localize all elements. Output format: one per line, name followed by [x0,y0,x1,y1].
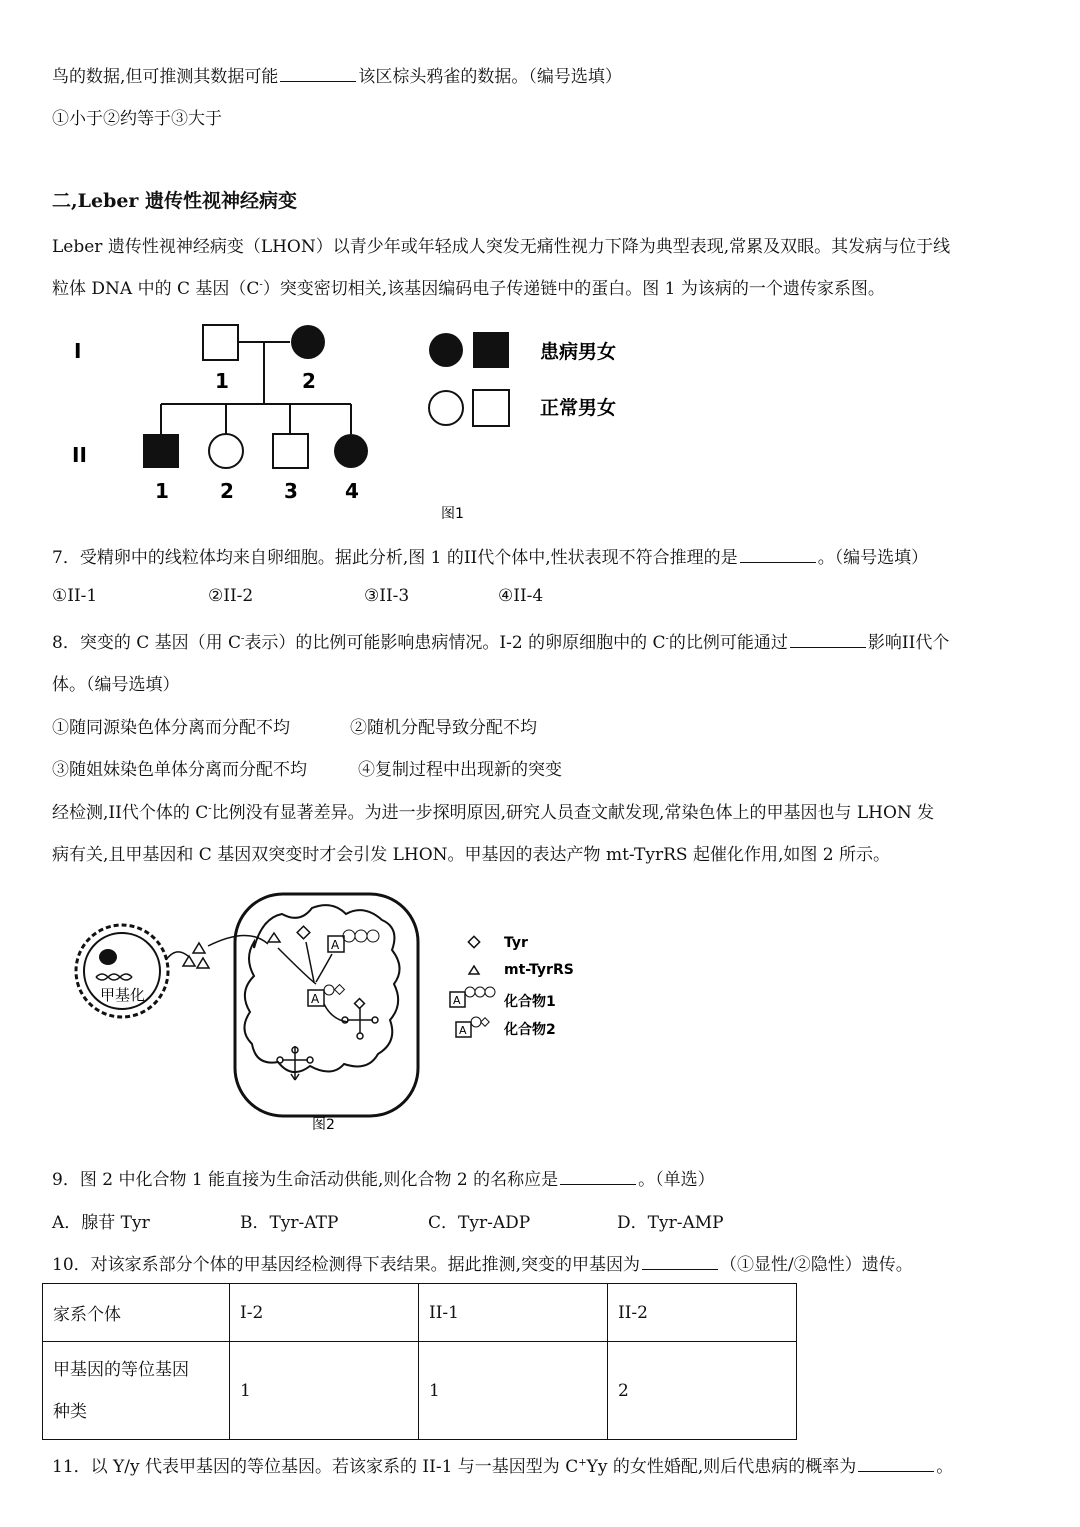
q8-stem-c: 的比例可能通过 [668,633,788,653]
para2-text-a: 粒体 DNA 中的 C 基因（C [52,279,260,299]
legend-affected-male-symbol [473,332,509,368]
export-arrow [166,952,188,960]
I-2-affected-female [291,325,325,359]
q10-stem [52,1250,913,1275]
tyr-diamond-icon [297,926,310,939]
allele-table [42,1283,797,1440]
pedigree-figure [60,318,680,528]
q8-stem-line-2: 体。（编号选填） [52,675,180,695]
q8-stem-a: 8．突变的 C 基因（用 C [52,633,242,653]
section-para-line-2 [52,274,885,299]
row-label-line-2: 种类 [53,1401,87,1422]
answer-blank[interactable] [280,80,356,82]
mitochondrion-inner-membrane [244,905,399,1072]
trna-clover-icon [342,999,378,1039]
row-label-line-1: 甲基因的等位基因 [53,1359,189,1380]
para3-line-2: 病有关,且甲基因和 C 基因双突变时才会引发 LHON。甲基因的表达产物 mt-TyrRS 起催化作用,如图 2 所示。 [52,845,890,865]
trna-clover-2-icon [277,1046,313,1080]
generation-I-label: I [74,339,82,363]
converge-arrow-3 [316,954,332,982]
q7-answer-blank[interactable] [740,561,816,563]
dna-helix-icon [96,974,132,980]
q8-sup-1: - [241,633,245,645]
nucleolus [99,949,117,965]
q9-option-b[interactable]: B．Tyr-ATP [240,1213,339,1233]
table-cell: 1 [419,1342,608,1440]
q7-option-1[interactable]: ①II-1 [52,586,98,606]
q8-stem-d: 影响II代个 [867,633,950,653]
intro-line-2: ①小于②约等于③大于 [52,109,222,129]
II-2-normal-female [209,434,243,468]
para2-sup: - [259,279,263,291]
para3-sup: - [208,803,212,815]
II-1-affected-male [143,434,179,468]
legend-compound1-label: 化合物1 [504,994,556,1010]
I-2-number: 2 [302,369,316,393]
figure1-caption: 图1 [441,506,464,522]
section-para-line-1: Leber 遗传性视神经病变（LHON）以青少年或年轻成人突发无痛性视力下降为典型表现,常累及双眼。其发病与位于线 [52,237,951,257]
para3-text-a: 经检测,II代个体的 C [52,803,209,823]
q9-stem-b: 。（单选） [638,1170,715,1190]
II-3-normal-male [273,434,308,468]
II-4-number: 4 [345,479,359,503]
q11-stem-c: 。 [936,1457,954,1477]
nucleus-cell [76,925,168,1017]
q8-stem [52,628,949,653]
q7-stem [52,543,928,568]
q8-answer-blank[interactable] [790,646,866,648]
legend-tyr-label: Tyr [504,935,528,951]
q8-option-4[interactable]: ④复制过程中出现新的突变 [358,760,562,780]
table-header-cell: II-2 [608,1284,797,1342]
q7-stem-b: 。（编号选填） [817,548,929,568]
II-3-number: 3 [284,479,298,503]
legend-affected-label: 患病男女 [540,341,617,363]
q8-option-1[interactable]: ①随同源染色体分离而分配不均 [52,718,290,738]
q8-option-3[interactable]: ③随姐妹染色单体分离而分配不均 [52,760,307,780]
para2-text-b: ）突变密切相关,该基因编码电子传递链中的蛋白。图 1 为该病的一个遗传家系图。 [262,279,885,299]
I-1-normal-male [203,325,238,360]
intro-text-a: 鸟的数据,但可推测其数据可能 [52,67,279,87]
import-arrow [208,935,268,946]
q9-stem-a: 9．图 2 中化合物 1 能直接为生命活动供能,则化合物 2 的名称应是 [52,1170,559,1190]
q11-answer-blank[interactable] [858,1470,934,1472]
q7-option-2[interactable]: ②II-2 [208,586,254,606]
legend-normal-label: 正常男女 [540,397,617,419]
q10-stem-a: 10．对该家系部分个体的甲基因经检测得下表结果。据此推测,突变的甲基因为 [52,1255,641,1275]
legend-normal-male-symbol [473,390,509,426]
q7-option-3[interactable]: ③II-3 [364,586,410,606]
q9-stem [52,1165,715,1190]
q8-sup-2: - [665,633,669,645]
q10-stem-b: （①显性/②隐性）遗传。 [720,1255,913,1275]
q7-option-4[interactable]: ④II-4 [498,586,544,606]
table-header-cell: 家系个体 [43,1284,230,1342]
generation-II-label: II [72,443,87,467]
legend-tyr-icon [468,936,479,947]
table-cell: 2 [608,1342,797,1440]
q11-stem-b: Yy 的女性婚配,则后代患病的概率为 [586,1457,857,1477]
table-cell: 1 [230,1342,419,1440]
mitochondria-figure [66,888,626,1138]
q9-option-c[interactable]: C．Tyr-ADP [428,1213,531,1233]
q7-stem-a: 7．受精卵中的线粒体均来自卵细胞。据此分析,图 1 的II代个体中,性状表现不符合推理的是 [52,548,738,568]
legend-compound1-icon [450,987,495,1007]
legend-affected-female-symbol [429,333,463,367]
q9-answer-blank[interactable] [560,1183,636,1185]
svg-text:A: A [331,938,340,952]
cell-methylation-label: 甲基化 [100,986,146,1004]
q11-stem-a: 11．以 Y/y 代表甲基因的等位基因。若该家系的 II-1 与一基因型为 C [52,1457,579,1477]
figure2-caption: 图2 [312,1117,335,1133]
q8-option-2[interactable]: ②随机分配导致分配不均 [350,718,537,738]
svg-text:A: A [453,994,461,1007]
charge-arrow [324,1004,348,1022]
legend-mt-tyrrs-icon [469,966,479,974]
intro-text-b: 该区棕头鸦雀的数据。（编号选填） [358,67,622,87]
legend-normal-female-symbol [429,391,463,425]
para3-text-b: 比例没有显著差异。为进一步探明原因,研究人员查文献发现,常染色体上的甲基因也与 LHON 发 [211,803,935,823]
q9-option-d[interactable]: D．Tyr-AMP [617,1213,724,1233]
I-1-number: 1 [215,369,229,393]
table-header-cell: II-1 [419,1284,608,1342]
II-2-number: 2 [220,479,234,503]
intro-line-1 [52,62,622,87]
table-header-row [43,1284,797,1342]
legend-mt-tyrrs-label: mt-TyrRS [504,962,574,978]
q9-option-a[interactable]: A．腺苷 Tyr [52,1213,150,1233]
table-row [43,1342,797,1440]
para3-line-1 [52,798,934,823]
II-1-number: 1 [155,479,169,503]
svg-text:A: A [459,1024,467,1037]
q8-stem-b: 表示）的比例可能影响患病情况。I-2 的卵原细胞中的 C [244,633,666,653]
q10-answer-blank[interactable] [642,1268,718,1270]
II-4-affected-female [334,434,368,468]
table-header-cell: I-2 [230,1284,419,1342]
legend-compound2-icon [456,1017,489,1037]
table-row-label [43,1342,230,1440]
section-heading: 二,Leber 遗传性视神经病变 [52,190,298,212]
legend-compound2-label: 化合物2 [504,1022,556,1038]
q11-stem [52,1452,953,1477]
mt-tyrrs-in-mito-icon [268,933,280,942]
svg-text:A: A [311,992,320,1006]
q11-sup: + [578,1457,587,1469]
